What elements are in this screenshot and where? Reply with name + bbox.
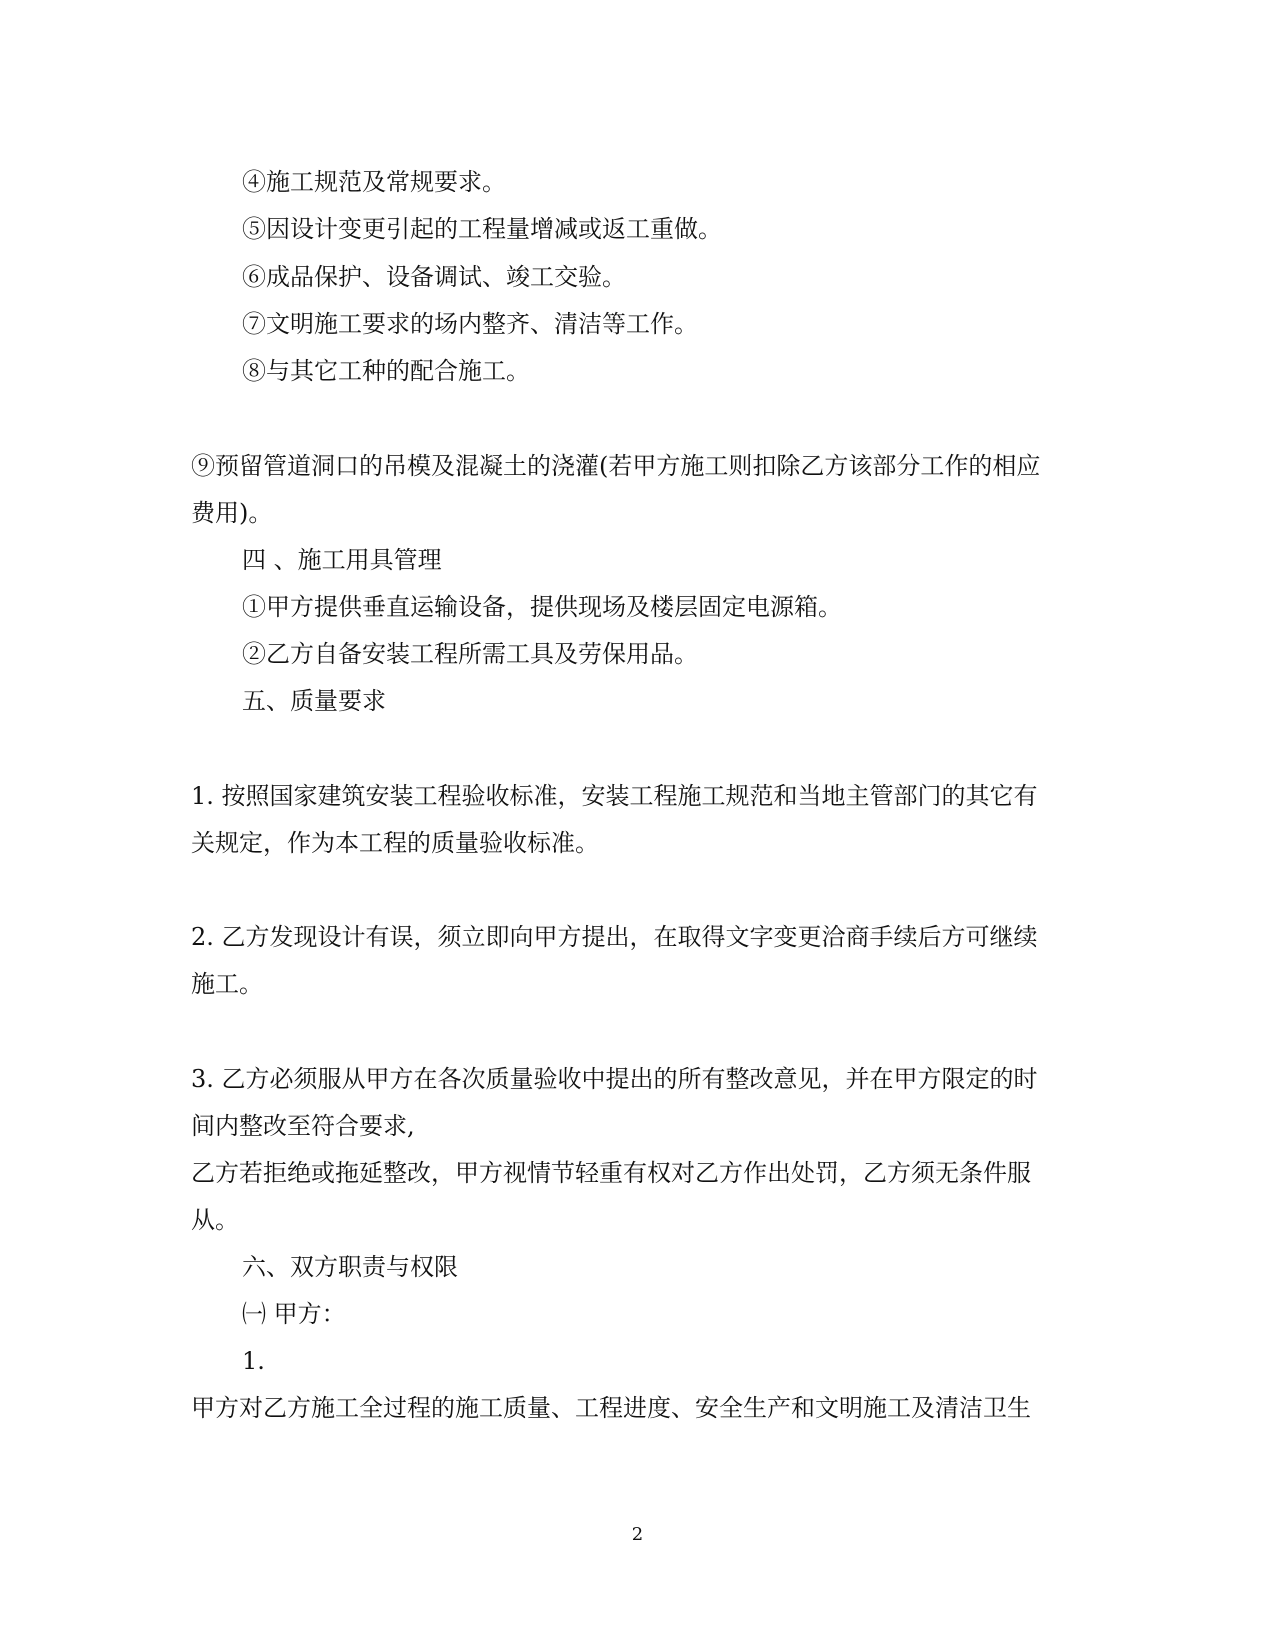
list-item-8: ⑧与其它工种的配合施工。 — [242, 357, 530, 385]
quality-item-3-line-3: 乙方若拒绝或拖延整改，甲方视情节轻重有权对乙方作出处罚，乙方须无条件服 — [191, 1159, 1031, 1187]
tools-item-1: ①甲方提供垂直运输设备，提供现场及楼层固定电源箱。 — [242, 593, 842, 621]
party-a-item-text: 甲方对乙方施工全过程的施工质量、工程进度、安全生产和文明施工及清洁卫生 — [191, 1394, 1031, 1422]
list-item-7: ⑦文明施工要求的场内整齐、清洁等工作。 — [242, 310, 698, 338]
quality-item-3-line-1: 3. 乙方必须服从甲方在各次质量验收中提出的所有整改意见，并在甲方限定的时 — [191, 1065, 1038, 1093]
party-a-item-number: 1. — [242, 1347, 265, 1375]
list-item-6: ⑥成品保护、设备调试、竣工交验。 — [242, 263, 626, 291]
list-item-5: ⑤因设计变更引起的工程量增减或返工重做。 — [242, 215, 722, 243]
section-heading-5: 五、质量要求 — [242, 687, 386, 715]
quality-item-1-line-2: 关规定，作为本工程的质量验收标准。 — [191, 829, 599, 857]
section-heading-4: 四 、施工用具管理 — [242, 546, 442, 574]
list-item-4: ④施工规范及常规要求。 — [242, 168, 506, 196]
section-heading-6: 六、双方职责与权限 — [242, 1253, 458, 1281]
tools-item-2: ②乙方自备安装工程所需工具及劳保用品。 — [242, 640, 698, 668]
quality-item-2-line-2: 施工。 — [191, 970, 263, 998]
quality-item-1-line-1: 1. 按照国家建筑安装工程验收标准，安装工程施工规范和当地主管部门的其它有 — [191, 782, 1038, 810]
list-item-9-line-1: ⑨预留管道洞口的吊模及混凝土的浇灌(若甲方施工则扣除乙方该部分工作的相应 — [191, 452, 1041, 480]
page-number: 2 — [631, 1524, 644, 1545]
quality-item-3-line-4: 从。 — [191, 1206, 239, 1234]
subheading-party-a: ㈠ 甲方： — [242, 1300, 346, 1328]
quality-item-3-line-2: 间内整改至符合要求, — [191, 1112, 415, 1140]
list-item-9-line-2: 费用)。 — [191, 499, 273, 527]
quality-item-2-line-1: 2. 乙方发现设计有误，须立即向甲方提出，在取得文字变更洽商手续后方可继续 — [191, 923, 1038, 951]
